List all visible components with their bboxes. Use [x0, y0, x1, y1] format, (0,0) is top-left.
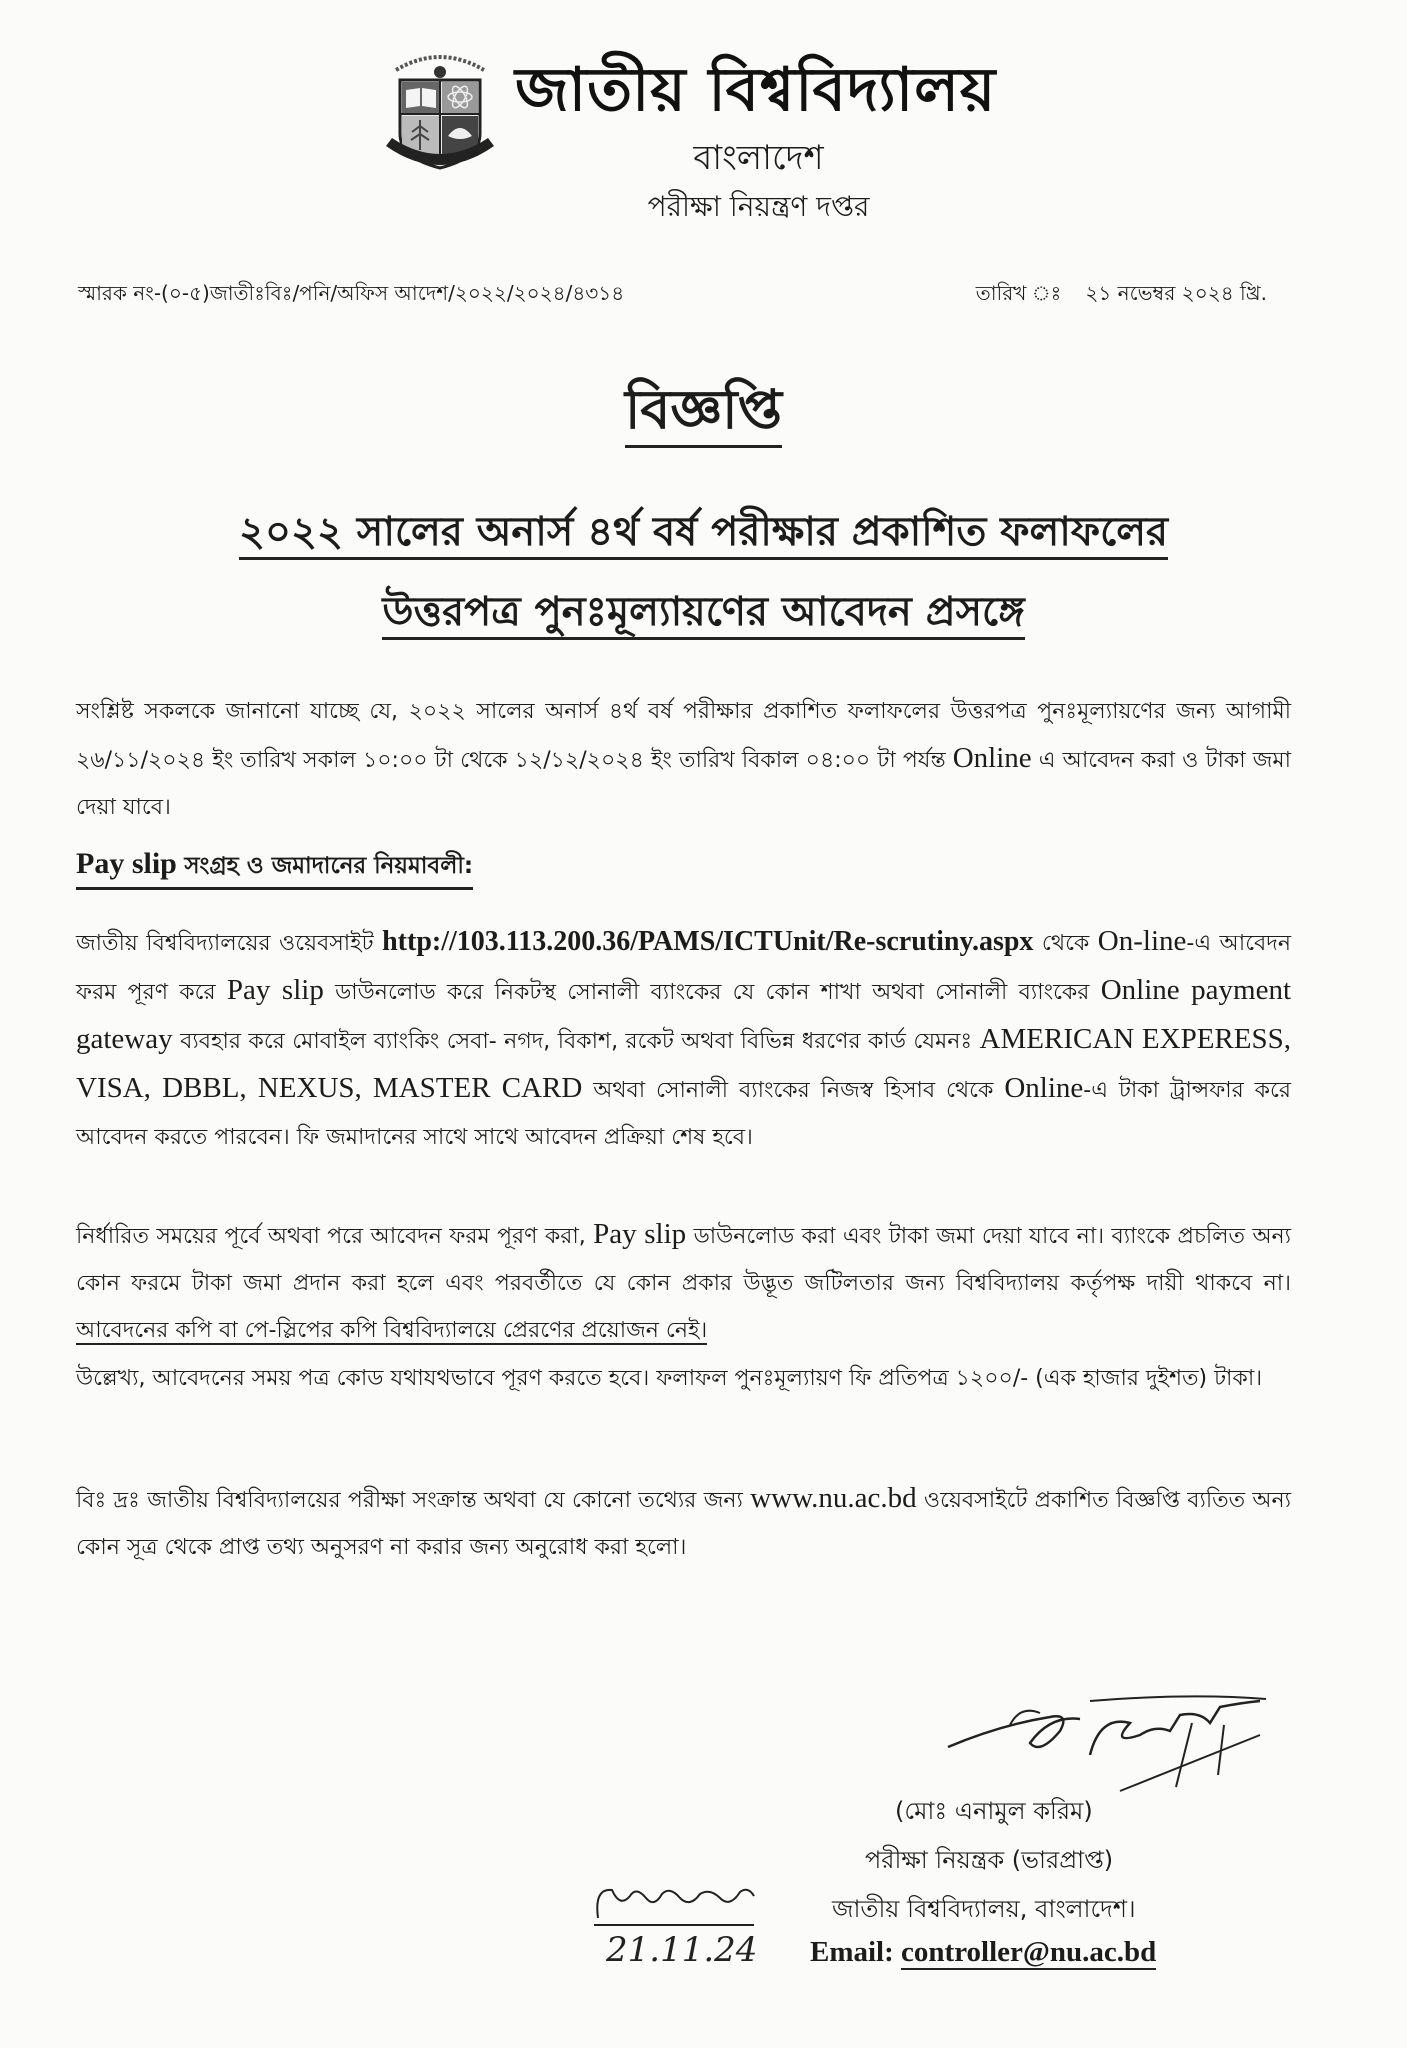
paragraph-note — [76, 1475, 1291, 1571]
signatory-organization: জাতীয় বিশ্ববিদ্যালয়, বাংলাদেশ। — [832, 1895, 1136, 1923]
text-payslip: Pay slip — [226, 974, 324, 1006]
initial-date: 21.11.24 — [606, 1930, 758, 1970]
text: -এ আবেদন ফরম পূরণ করে — [76, 931, 1291, 1005]
text-online: Online — [1004, 1072, 1084, 1104]
text: সংশ্লিষ্ট সকলকে জানানো যাচ্ছে যে, ২০২২ সালের অনার্স ৪র্থ বর্ষ পরীক্ষার প্রকাশিত ফলাফলের উত্তরপত্র পুনঃমূল্যায়ণের জন্য আগামী ২৬/১১/২০২৪ ইং তারিখ সকাল ১০:০০ টা থেকে ১২/১২/২০২৪ ইং তারিখ বিকাল ০৪:০০ টা পর্যন্ত — [76, 699, 1291, 773]
paragraph-fee: উল্লেখ্য, আবেদনের সময় পত্র কোড যথাযথভাবে পূরণ করতে হবে। ফলাফল পুনঃমূল্যায়ণ ফি প্রতিপত্র ১২০০/- (এক হাজার দুইশত) টাকা। — [76, 1366, 1263, 1391]
handwritten-initial-icon — [590, 1868, 760, 1928]
office-name: পরীক্ষা নিয়ন্ত্রণ দপ্তর — [647, 190, 870, 223]
memo-number: স্মারক নং-(০-৫)জাতীঃবিঃ/পনি/অফিস আদেশ/২০২২/২০২৪/৪৩১৪ — [78, 281, 625, 305]
text-online: On-line — [1097, 925, 1187, 957]
section-heading-payslip-rules — [76, 847, 473, 890]
website-link[interactable]: www.nu.ac.bd — [750, 1482, 917, 1514]
email-label: Email: — [810, 1936, 902, 1968]
subject-line-2 — [0, 580, 1407, 647]
subject-line-2-text: উত্তরপত্র পুনঃমূল্যায়ণের আবেদন প্রসঙ্গে — [382, 589, 1024, 640]
text: বিঃ দ্রঃ জাতীয় বিশ্ববিদ্যালয়ের পরীক্ষা সংক্রান্ত অথবা যে কোনো তথ্যের জন্য — [76, 1488, 751, 1513]
text: -এ টাকা ট্রান্সফার করে আবেদন করতে পারবেন। ফি জমাদানের সাথে সাথে আবেদন প্রক্রিয়া শেষ হবে। — [76, 1078, 1291, 1150]
date-value: ২১ নভেম্বর ২০২৪ খ্রি. — [1085, 281, 1267, 305]
subject-line-1 — [0, 500, 1407, 567]
text: ডাউনলোড করা এবং টাকা জমা দেয়া যাবে না। ব্যাংকে প্রচলিত অন্য কোন ফরমে টাকা জমা প্রদান করা হলে এবং পরবর্তীতে যে কোন প্রকার উদ্ভূত জটিলতার জন্য বিশ্ববিদ্যালয় কর্তৃপক্ষ দায়ী থাকবে না। — [76, 1224, 1292, 1296]
heading-en: Pay slip — [76, 847, 185, 880]
notice-title — [0, 368, 1407, 458]
subject-line-1-text: ২০২২ সালের অনার্স ৪র্থ বর্ষ পরীক্ষার প্রকাশিত ফলাফলের — [239, 509, 1168, 560]
email-line — [810, 1936, 1156, 1969]
text: নির্ধারিত সময়ের পূর্বে অথবা পরে আবেদন ফরম পূরণ করা, — [76, 1224, 594, 1249]
text: ডাউনলোড করে নিকটস্থ সোনালী ব্যাংকের যে কোন শাখা অথবা সোনালী ব্যাংকের — [323, 980, 1101, 1005]
heading-bn: সংগ্রহ ও জমাদানের নিয়মাবলী: — [184, 853, 474, 879]
paragraph-application-period — [76, 688, 1291, 831]
paragraph-restrictions — [76, 1211, 1291, 1354]
date-line — [976, 279, 1267, 312]
notice-title-text: বিজ্ঞপ্তি — [625, 378, 782, 448]
rescrutiny-url-link[interactable]: http://103.113.200.36/PAMS/ICTUnit/Re-scrutiny.aspx — [382, 926, 1034, 957]
handwritten-signature-icon — [940, 1695, 1270, 1795]
text-online: Online — [952, 742, 1032, 774]
text: থেকে — [1033, 931, 1098, 956]
text: জাতীয় বিশ্ববিদ্যালয়ের ওয়েবসাইট — [76, 931, 383, 956]
text-cards: AMERICAN EXPERESS, VISA, DBBL, NEXUS, MASTER CARD — [76, 1023, 1291, 1104]
signatory-designation: পরীক্ষা নিয়ন্ত্রক (ভারপ্রাপ্ত) — [865, 1846, 1114, 1874]
underlined-note: আবেদনের কপি বা পে-স্লিপের কপি বিশ্ববিদ্যালয়ে প্রেরণের প্রয়োজন নেই। — [76, 1318, 708, 1343]
university-name: জাতীয় বিশ্ববিদ্যালয় — [515, 55, 997, 125]
text: অথবা সোনালী ব্যাংকের নিজস্ব হিসাব থেকে — [582, 1078, 1005, 1103]
text: ব্যবহার করে মোবাইল ব্যাংকিং সেবা- নগদ, বিকাশ, রকেট অথবা বিভিন্ন ধরণের কার্ড যেমনঃ — [172, 1029, 980, 1054]
country-name: বাংলাদেশ — [693, 138, 824, 178]
text-payslip: Pay slip — [593, 1218, 687, 1250]
text: এ আবেদন করা ও টাকা জমা দেয়া যাবে। — [76, 748, 1291, 820]
email-link[interactable]: controller@nu.ac.bd — [901, 1936, 1157, 1968]
initial-divider — [594, 1924, 754, 1926]
text-gateway: Online payment gateway — [76, 974, 1292, 1055]
text: ওয়েবসাইটে প্রকাশিত বিজ্ঞপ্তি ব্যতিত অন্য কোন সূত্র থেকে প্রাপ্ত তথ্য অনুসরণ না করার জন্য অনুরোধ করা হলো। — [76, 1488, 1291, 1560]
paragraph-payment-instructions — [76, 918, 1291, 1161]
date-label: তারিখ ঃ — [975, 281, 1062, 305]
signatory-name: (মোঃ এনামুল করিম) — [895, 1797, 1093, 1825]
